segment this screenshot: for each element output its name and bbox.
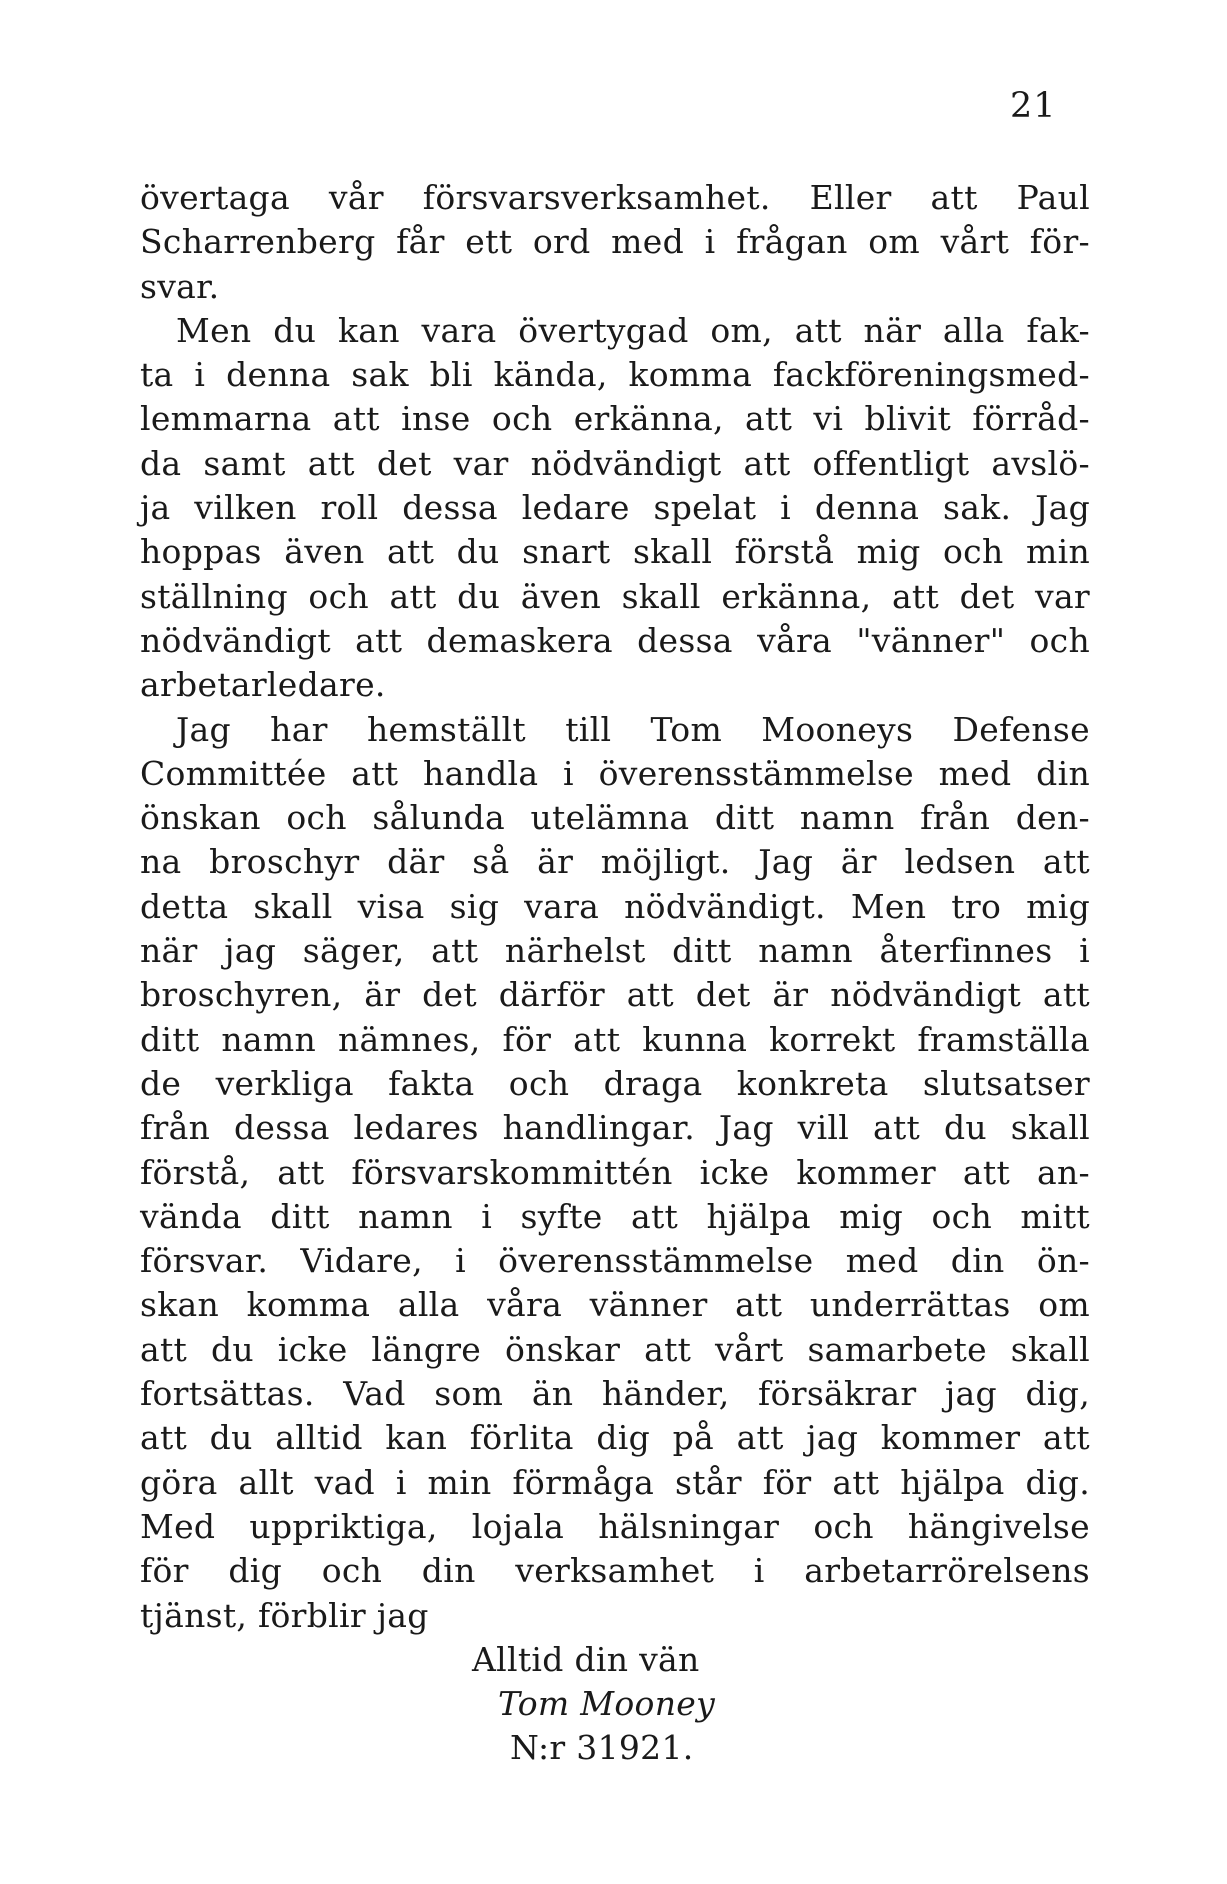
signature-name: Tom Mooney <box>498 1684 716 1724</box>
text-line: detta skall visa sig vara nödvändigt. Men tro mig <box>140 886 1090 926</box>
body-text <box>140 176 1090 1771</box>
page-number: 21 <box>1010 86 1057 126</box>
text-line: försvar. Vidare, i överensstämmelse med din ön- <box>140 1241 1090 1281</box>
signature-number: N:r 31921. <box>510 1728 694 1768</box>
text-line: vända ditt namn i syfte att hjälpa mig och mitt <box>140 1196 1090 1236</box>
text-line: ja vilken roll dessa ledare spelat i denna sak. Jag <box>140 488 1090 528</box>
text-line: övertaga vår försvarsverksamhet. Eller att Paul <box>140 178 1090 217</box>
text-line: skan komma alla våra vänner att underrättas om <box>140 1285 1090 1325</box>
text-line: förstå, att försvarskommittén icke kommer att an- <box>140 1152 1090 1192</box>
text-line: ställning och att du även skall erkänna, att det var <box>140 576 1090 616</box>
text-line: fortsättas. Vad som än händer, försäkrar jag dig, <box>140 1374 1090 1414</box>
text-line: da samt att det var nödvändigt att offentligt avslö- <box>140 443 1090 483</box>
text-line: från dessa ledares handlingar. Jag vill att du skall <box>140 1108 1090 1148</box>
text-line: hoppas även att du snart skall förstå mig och min <box>140 532 1090 572</box>
text-line: de verkliga fakta och draga konkreta slutsatser <box>140 1063 1090 1103</box>
text-line: svar. <box>140 266 220 306</box>
text-line: ta i denna sak bli kända, komma fackföreningsmed- <box>140 355 1090 395</box>
text-line: Med uppriktiga, lojala hälsningar och hängivelse <box>140 1506 1090 1546</box>
text-line: Jag har hemställt till Tom Mooneys Defense <box>176 709 1090 749</box>
signature-closing: Alltid din vän <box>472 1639 700 1679</box>
text-line: Scharrenberg får ett ord med i frågan om vårt för- <box>140 222 1090 262</box>
text-line: Men du kan vara övertygad om, att när alla fak- <box>176 310 1090 350</box>
text-line: ditt namn nämnes, för att kunna korrekt framställa <box>140 1019 1090 1059</box>
text-line: önskan och sålunda utelämna ditt namn från den- <box>140 798 1090 838</box>
text-line: när jag säger, att närhelst ditt namn återfinnes i <box>140 931 1090 971</box>
text-line: göra allt vad i min förmåga står för att hjälpa dig. <box>140 1462 1090 1502</box>
text-line: för dig och din verksamhet i arbetarrörelsens <box>140 1551 1090 1591</box>
text-line: att du icke längre önskar att vårt samarbete skall <box>140 1329 1090 1369</box>
text-line: Committée att handla i överensstämmelse med din <box>140 753 1090 793</box>
text-line: lemmarna att inse och erkänna, att vi blivit förråd- <box>140 399 1090 439</box>
text-line: tjänst, förblir jag <box>140 1595 429 1635</box>
text-line: broschyren, är det därför att det är nödvändigt att <box>140 975 1090 1015</box>
text-line: att du alltid kan förlita dig på att jag kommer att <box>140 1418 1090 1458</box>
text-line: na broschyr där så är möjligt. Jag är ledsen att <box>140 842 1090 882</box>
text-line: arbetarledare. <box>140 665 386 705</box>
text-line: nödvändigt att demaskera dessa våra "vänner" och <box>140 620 1090 660</box>
